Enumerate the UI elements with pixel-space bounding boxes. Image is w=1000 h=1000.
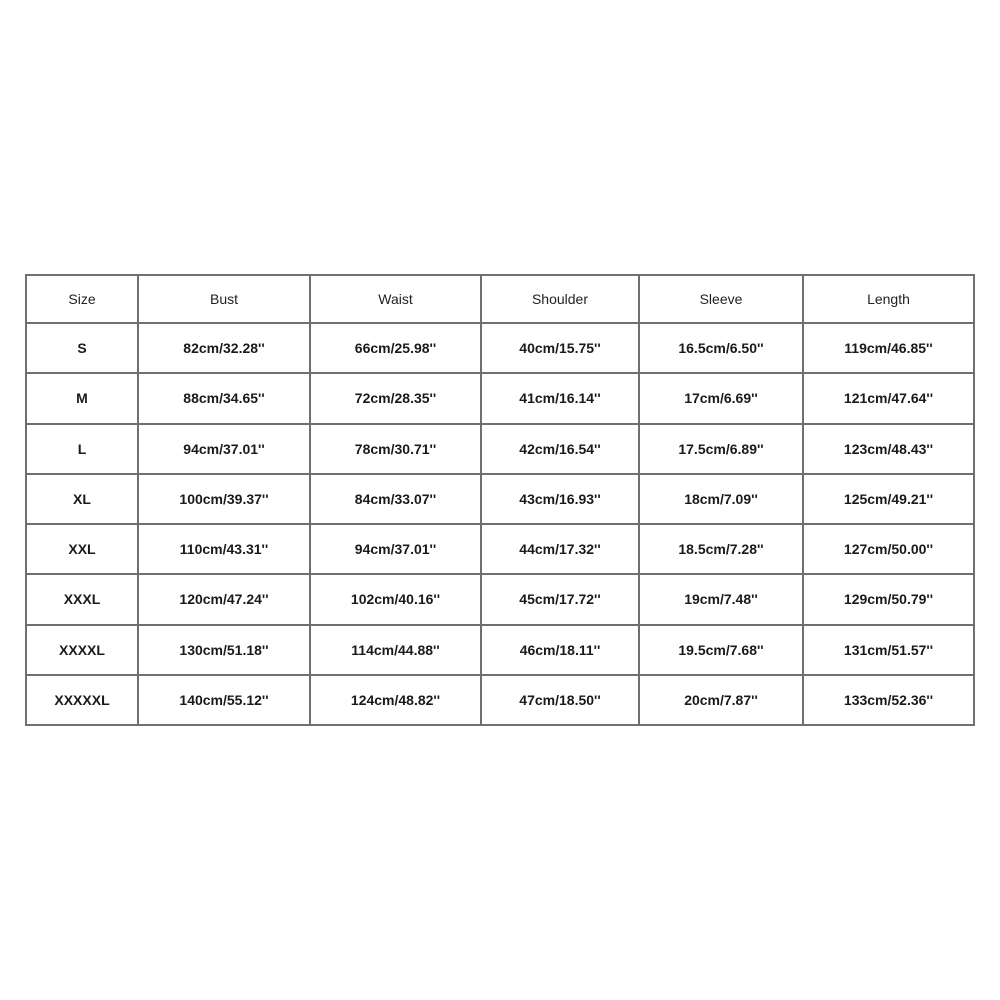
table-row bbox=[26, 373, 974, 423]
cell-size: XL bbox=[26, 474, 138, 524]
cell-size: S bbox=[26, 323, 138, 373]
cell-sleeve: 18.5cm/7.28'' bbox=[639, 524, 803, 574]
header-length: Length bbox=[803, 275, 974, 323]
cell-bust: 94cm/37.01'' bbox=[138, 424, 310, 474]
cell-sleeve: 18cm/7.09'' bbox=[639, 474, 803, 524]
cell-shoulder: 40cm/15.75'' bbox=[481, 323, 639, 373]
cell-shoulder: 41cm/16.14'' bbox=[481, 373, 639, 423]
cell-waist: 124cm/48.82'' bbox=[310, 675, 481, 725]
cell-bust: 130cm/51.18'' bbox=[138, 625, 310, 675]
cell-length: 127cm/50.00'' bbox=[803, 524, 974, 574]
table-row bbox=[26, 323, 974, 373]
cell-shoulder: 43cm/16.93'' bbox=[481, 474, 639, 524]
cell-shoulder: 45cm/17.72'' bbox=[481, 574, 639, 624]
cell-length: 125cm/49.21'' bbox=[803, 474, 974, 524]
cell-bust: 88cm/34.65'' bbox=[138, 373, 310, 423]
cell-waist: 84cm/33.07'' bbox=[310, 474, 481, 524]
header-row bbox=[26, 275, 974, 323]
cell-sleeve: 17cm/6.69'' bbox=[639, 373, 803, 423]
header-sleeve: Sleeve bbox=[639, 275, 803, 323]
cell-waist: 66cm/25.98'' bbox=[310, 323, 481, 373]
cell-size: XXXXL bbox=[26, 625, 138, 675]
table-row bbox=[26, 625, 974, 675]
cell-size: L bbox=[26, 424, 138, 474]
cell-length: 133cm/52.36'' bbox=[803, 675, 974, 725]
cell-size: XXXXXL bbox=[26, 675, 138, 725]
size-chart-body bbox=[26, 323, 974, 725]
cell-shoulder: 44cm/17.32'' bbox=[481, 524, 639, 574]
cell-shoulder: 46cm/18.11'' bbox=[481, 625, 639, 675]
header-waist: Waist bbox=[310, 275, 481, 323]
cell-sleeve: 19.5cm/7.68'' bbox=[639, 625, 803, 675]
cell-bust: 140cm/55.12'' bbox=[138, 675, 310, 725]
table-row bbox=[26, 675, 974, 725]
cell-sleeve: 20cm/7.87'' bbox=[639, 675, 803, 725]
cell-sleeve: 19cm/7.48'' bbox=[639, 574, 803, 624]
cell-length: 131cm/51.57'' bbox=[803, 625, 974, 675]
size-chart-table bbox=[25, 274, 975, 726]
table-row bbox=[26, 474, 974, 524]
cell-shoulder: 47cm/18.50'' bbox=[481, 675, 639, 725]
table-row bbox=[26, 424, 974, 474]
cell-shoulder: 42cm/16.54'' bbox=[481, 424, 639, 474]
cell-size: XXXL bbox=[26, 574, 138, 624]
cell-length: 121cm/47.64'' bbox=[803, 373, 974, 423]
cell-size: XXL bbox=[26, 524, 138, 574]
cell-waist: 78cm/30.71'' bbox=[310, 424, 481, 474]
cell-sleeve: 17.5cm/6.89'' bbox=[639, 424, 803, 474]
cell-waist: 72cm/28.35'' bbox=[310, 373, 481, 423]
size-chart-header bbox=[26, 275, 974, 323]
header-shoulder: Shoulder bbox=[481, 275, 639, 323]
header-size: Size bbox=[26, 275, 138, 323]
cell-waist: 114cm/44.88'' bbox=[310, 625, 481, 675]
cell-length: 129cm/50.79'' bbox=[803, 574, 974, 624]
cell-bust: 100cm/39.37'' bbox=[138, 474, 310, 524]
header-bust: Bust bbox=[138, 275, 310, 323]
cell-bust: 110cm/43.31'' bbox=[138, 524, 310, 574]
cell-bust: 120cm/47.24'' bbox=[138, 574, 310, 624]
table-row bbox=[26, 574, 974, 624]
cell-waist: 102cm/40.16'' bbox=[310, 574, 481, 624]
cell-length: 119cm/46.85'' bbox=[803, 323, 974, 373]
cell-length: 123cm/48.43'' bbox=[803, 424, 974, 474]
cell-waist: 94cm/37.01'' bbox=[310, 524, 481, 574]
cell-size: M bbox=[26, 373, 138, 423]
table-row bbox=[26, 524, 974, 574]
cell-sleeve: 16.5cm/6.50'' bbox=[639, 323, 803, 373]
cell-bust: 82cm/32.28'' bbox=[138, 323, 310, 373]
